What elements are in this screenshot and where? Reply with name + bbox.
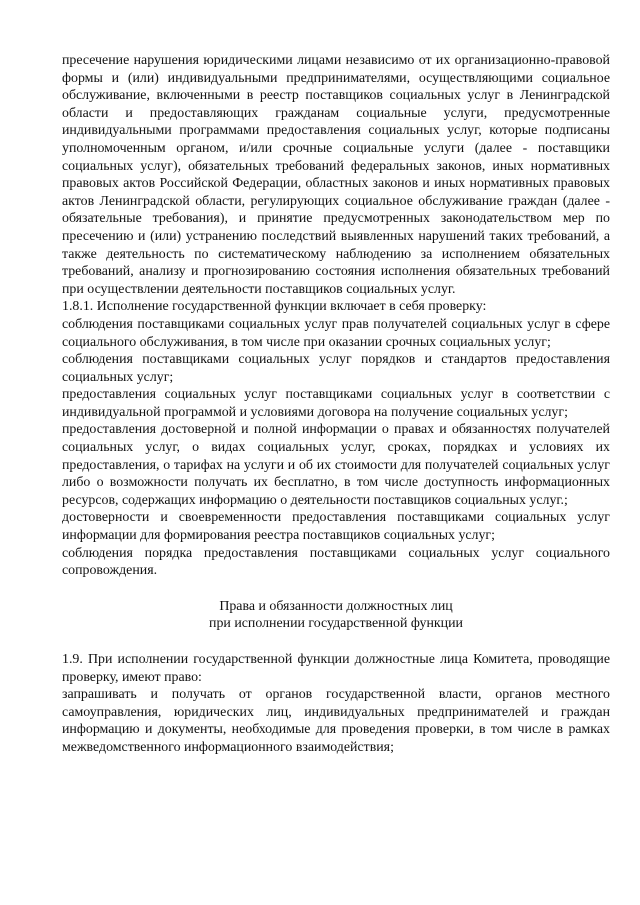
section-heading-line-1: Права и обязанности должностных лиц [219, 598, 453, 614]
paragraph-rights-compliance: соблюдения поставщиками социальных услуг прав получателей социальных услуг в сфере социального обслуживания, в том числе при оказании срочных социальных услуг; [62, 316, 610, 350]
paragraph-1-8-1: 1.8.1. Исполнение государственной функции включает в себя проверку: [62, 299, 487, 315]
paragraph-suppression-of-violations: пресечение нарушения юридическими лицами независимо от их организационно-правовой формы и (или) индивидуальными предпринимателями, осуществляющими социальное обслуживание, включенными в реестр поставщиков социальных услуг в Ленинградской области и предоставляющих гражданам социальные услуги, предусмотренные индивидуальными программами предоставления социальных услуг, которые подписаны уполномоченным органом, и/или срочные социальные услуги (далее - поставщики социальных услуг), обязательных требований федеральных законов, иных нормативных правовых актов Российской Федерации, областных законов и иных нормативных правовых актов Ленинградской области, регулирующих социальное обслуживание граждан (далее - обязательные требования), и принятие предусмотренных законодательством мер по пресечению и (или) устранению последствий выявленных нарушений таких требований, а также деятельность по систематическому наблюдению за исполнением обязательных требований, анализу и прогнозированию состояния исполнения обязательных требований при осуществлении деятельности поставщиков социальных услуг. [62, 53, 610, 297]
paragraph-information-provision: предоставления достоверной и полной информации о правах и обязанностях получателей социальных услуг, о видах социальных услуг, сроках, порядках и условиях их предоставления, о тарифах на услуги и об их стоимости для получателей социальных услуг либо о возможности получать их бесплатно, в том числе доступность информационных ресурсов, содержащих информацию о деятельности поставщиков социальных услуг.; [62, 422, 610, 508]
paragraph-social-support: соблюдения порядка предоставления поставщиками социальных услуг социального сопровождения. [62, 545, 610, 579]
paragraph-1-9: 1.9. При исполнении государственной функции должностные лица Комитета, проводящие проверку, имеют право: [62, 652, 610, 685]
document-page [62, 52, 610, 757]
paragraph-standards-compliance: соблюдения поставщиками социальных услуг порядков и стандартов предоставления социальных услуг; [62, 352, 610, 385]
paragraph-registry-information: достоверности и своевременности предоставления поставщиками социальных услуг информации для формирования реестра поставщиков социальных услуг; [62, 510, 610, 544]
section-heading-line-2: при исполнении государственной функции [209, 616, 463, 632]
paragraph-individual-program: предоставления социальных услуг поставщиками социальных услуг в соответствии с индивидуальной программой и условиями договора на получение социальных услуг; [62, 387, 610, 420]
paragraph-request-information: запрашивать и получать от органов государственной власти, органов местного самоуправления, юридических лиц, индивидуальных предпринимателей и граждан информацию и документы, необходимые для проведения проверки, в том числе в рамках межведомственного информационного взаимодействия; [62, 687, 610, 755]
